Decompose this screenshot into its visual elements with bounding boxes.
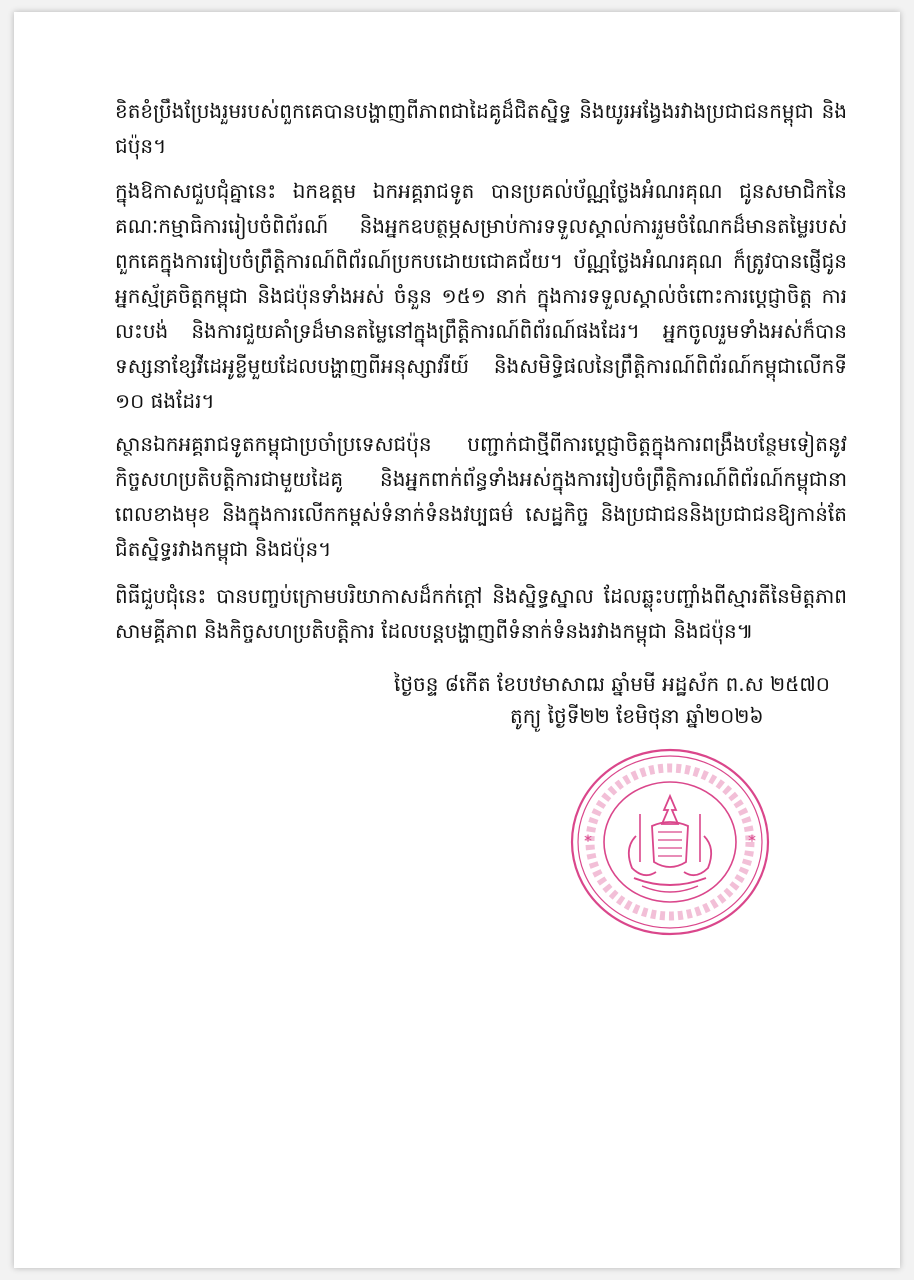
official-seal-icon [566, 744, 774, 940]
svg-text:*: * [748, 831, 756, 850]
paragraph-3 [115, 427, 847, 567]
paragraph-1-text: ខិតខំប្រឹងប្រែងរួមរបស់ពួកគេបានបង្ហាញពីភាពជាដៃគូដ៏ជិតស្និទ្ធ និងយូរអង្វែងរវាងប្រជាជនកម្ពុជា និងជប៉ុន។ [115, 99, 847, 158]
date-solar: តូក្យូ ថ្ងៃទី២២ ខែមិថុនា ឆ្នាំ២០២៦ [510, 704, 764, 728]
paragraph-1 [115, 94, 847, 164]
date-lunar: ថ្ងៃចន្ទ ៨កើត ខែបឋមាសាឍ ឆ្នាំមមី អដ្ឋស័ក ព.ស ២៥៧០ [394, 672, 830, 696]
paragraph-4 [115, 579, 847, 649]
paragraph-4-text: ពិធីជួបជុំនេះ បានបញ្ចប់ក្រោមបរិយាកាសដ៏កក់ក្តៅ និងស្និទ្ធស្នាល ដែលឆ្លុះបញ្ចាំងពីស្មារតីនៃមិត្តភាព សាមគ្គីភាព និងកិច្ចសហប្រតិបត្តិការ ដែលបន្តបង្ហាញពីទំនាក់ទំនងរវាងកម្ពុជា និងជប៉ុន៕ [115, 584, 847, 643]
document-page [14, 12, 900, 1268]
paragraph-2-text: ក្នុងឱកាសជួបជុំគ្នានេះ ឯកឧត្តម ឯកអគ្គរាជទូត បានប្រគល់ប័ណ្ណថ្លែងអំណរគុណ ជូនសមាជិកនៃគណៈកម្មាធិការរៀបចំពិព័រណ៍ និងអ្នកឧបត្ថម្ភសម្រាប់ការទទួលស្គាល់ការរួមចំណែកដ៏មានតម្លៃរបស់ពួកគេក្នុងការរៀបចំព្រឹត្តិការណ៍ពិព័រណ៍ប្រកបដោយជោគជ័យ។ ប័ណ្ណថ្លែងអំណរគុណ ក៏ត្រូវបានផ្ញើជូនអ្នកស្ម័គ្រចិត្តកម្ពុជា និងជប៉ុនទាំងអស់ ចំនួន ១៥១ នាក់ ក្នុងការទទួលស្គាល់ចំពោះការប្តេជ្ញាចិត្ត ការលះបង់ និងការជួយគាំទ្រដ៏មានតម្លៃនៅក្នុងព្រឹត្តិការណ៍ពិព័រណ៍ផងដែរ។ អ្នកចូលរួមទាំងអស់ក៏បានទស្សនាខ្សែវីដេអូខ្លីមួយដែលបង្ហាញពីអនុស្សាវរីយ៍ និងសមិទ្ធិផលនៃព្រឹត្តិការណ៍ពិព័រណ៍កម្ពុជាលើកទី ១០ ផងដែរ។ [115, 179, 847, 413]
svg-text:*: * [584, 831, 592, 850]
paragraph-2 [115, 174, 847, 419]
paragraph-3-text: ស្ថានឯកអគ្គរាជទូតកម្ពុជាប្រចាំប្រទេសជប៉ុន បញ្ជាក់ជាថ្មីពីការប្តេជ្ញាចិត្តក្នុងការពង្រឹងបន្ថែមទៀតនូវកិច្ចសហប្រតិបត្តិការជាមួយដៃគូ និងអ្នកពាក់ព័ន្ធទាំងអស់ក្នុងការរៀបចំព្រឹត្តិការណ៍ពិព័រណ៍កម្ពុជានាពេលខាងមុខ និងក្នុងការលើកកម្ពស់ទំនាក់ទំនងវប្បធម៌ សេដ្ឋកិច្ច និងប្រជាជននិងប្រជាជនឱ្យកាន់តែជិតស្និទ្ធរវាងកម្ពុជា និងជប៉ុន។ [115, 432, 847, 561]
